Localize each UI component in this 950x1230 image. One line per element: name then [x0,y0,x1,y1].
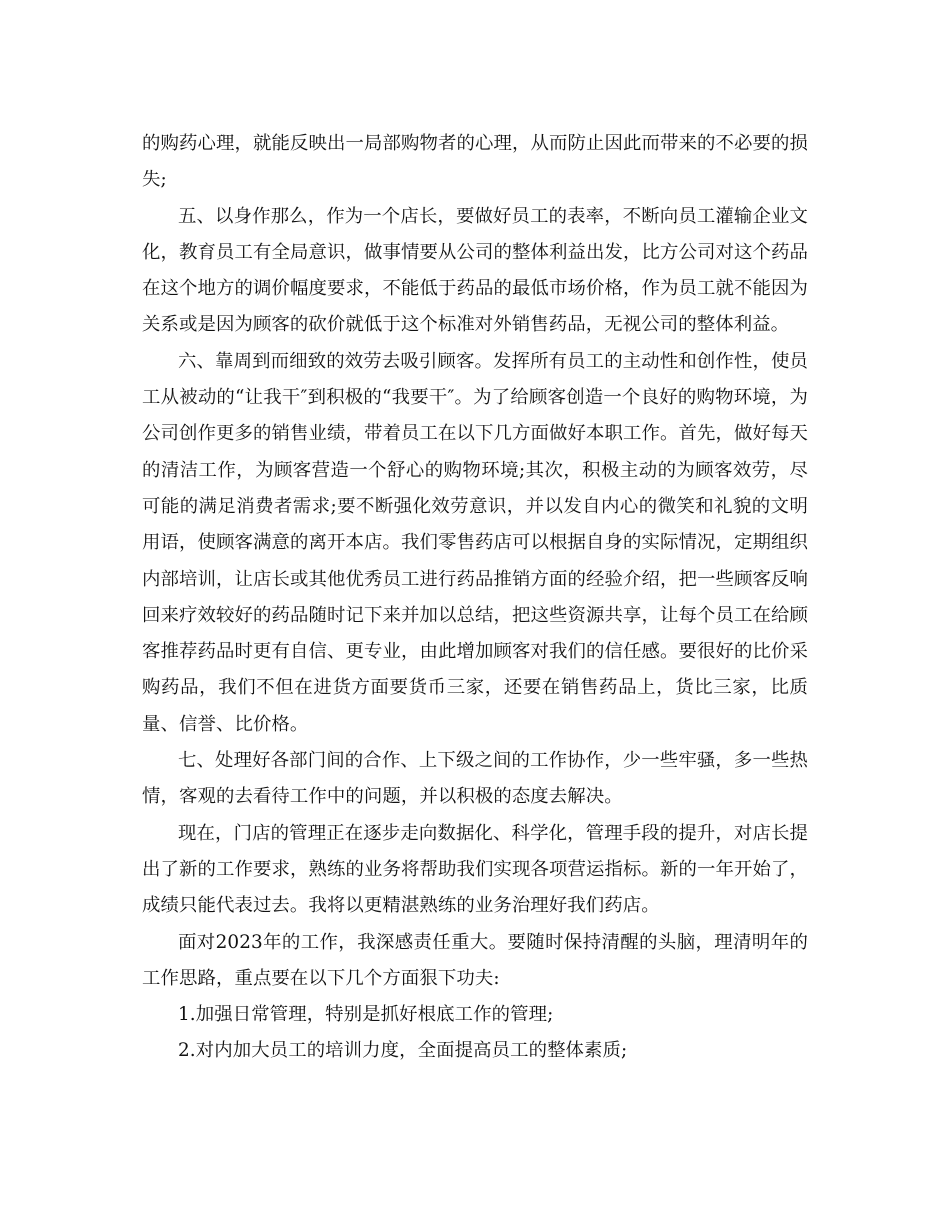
list-item-2: 2.对内加大员工的培训力度，全面提高员工的整体素质; [178,1040,628,1062]
paragraph-item-5: 五、以身作那么，作为一个店长，要做好员工的表率，不断向员工灌输企业文化，教育员工有全局意识，做事情要从公司的整体利益出发，比方公司对这个药品在这个地方的调价幅度要求，不能低于药品的最低市场价格，作为员工就不能因为关系或是因为顾客的砍价就低于这个标准对外销售药品，无视公司的整体利益。 [142,205,808,336]
paragraph-continuation: 的购药心理，就能反映出一局部购物者的心理，从而防止因此而带来的不必要的损失; [142,133,808,191]
paragraph-current-status: 现在，门店的管理正在逐步走向数据化、科学化，管理手段的提升，对店长提出了新的工作要求，熟练的业务将帮助我们实现各项营运指标。新的一年开始了，成绩只能代表过去。我将以更精湛熟练的业务治理好我们药店。 [142,822,808,917]
list-item-1: 1.加强日常管理，特别是抓好根底工作的管理; [178,1004,554,1026]
paragraph-next-year-plan: 面对2023年的工作，我深感责任重大。要随时保持清醒的头脑，理清明年的工作思路，重点要在以下几个方面狠下功夫: [142,931,808,989]
paragraph-item-7: 七、处理好各部门间的合作、上下级之间的工作协作，少一些牢骚，多一些热情，客观的去看待工作中的问题，并以积极的态度去解决。 [142,750,808,808]
document-body [142,126,808,1070]
paragraph-item-6: 六、靠周到而细致的效劳去吸引顾客。发挥所有员工的主动性和创作性，使员工从被动的“让我干″到积极的“我要干″。为了给顾客创造一个良好的购物环境，为公司创作更多的销售业绩，带着员工在以下几方面做好本职工作。首先，做好每天的清洁工作，为顾客营造一个舒心的购物环境;其次，积极主动的为顾客效劳，尽可能的满足消费者需求;要不断强化效劳意识，并以发自内心的微笑和礼貌的文明用语，使顾客满意的离开本店。我们零售药店可以根据自身的实际情况，定期组织内部培训，让店长或其他优秀员工进行药品推销方面的经验介绍，把一些顾客反响回来疗效较好的药品随时记下来并加以总结，把这些资源共享，让每个员工在给顾客推荐药品时更有自信、更专业，由此增加顾客对我们的信任感。要很好的比价采购药品，我们不但在进货方面要货币三家，还要在销售药品上，货比三家，比质量、信誉、比价格。 [142,350,808,735]
